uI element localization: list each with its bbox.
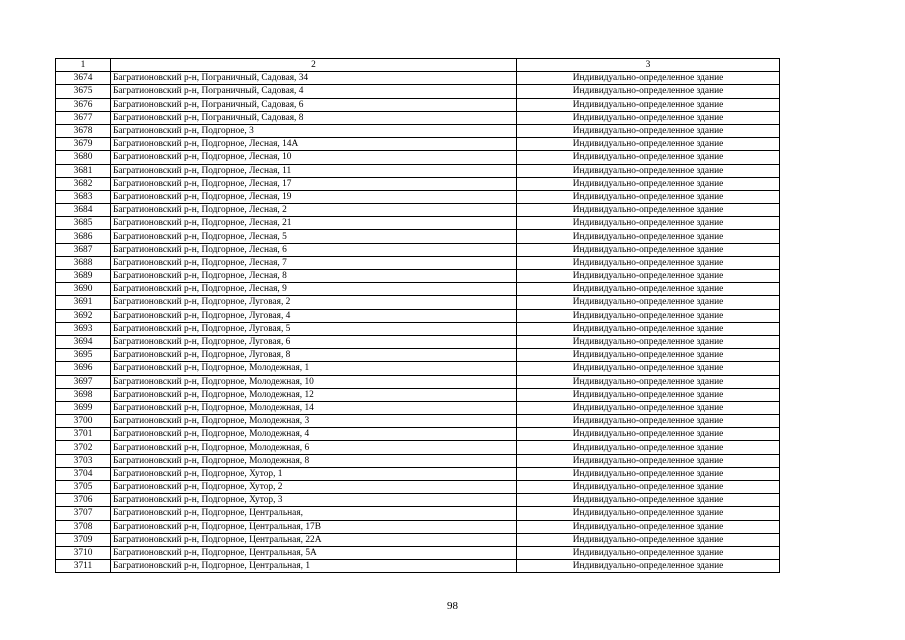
table-row <box>56 217 780 230</box>
table-row <box>56 230 780 243</box>
object-type-cell: Индивидуально-определенное здание <box>517 164 780 177</box>
row-number-cell: 3681 <box>56 164 111 177</box>
address-cell: Багратионовский р-н, Подгорное, Луговая, 4 <box>111 309 517 322</box>
address-cell: Багратионовский р-н, Подгорное, Лесная, 8 <box>111 270 517 283</box>
row-number-cell: 3692 <box>56 309 111 322</box>
object-type-cell: Индивидуально-определенное здание <box>517 138 780 151</box>
row-number-cell: 3695 <box>56 349 111 362</box>
address-cell: Багратионовский р-н, Пограничный, Садовая, 8 <box>111 111 517 124</box>
table-row <box>56 520 780 533</box>
table-row <box>56 190 780 203</box>
page-number: 98 <box>447 600 458 612</box>
table-row <box>56 98 780 111</box>
object-type-cell: Индивидуально-определенное здание <box>517 507 780 520</box>
table-row <box>56 177 780 190</box>
address-cell: Багратионовский р-н, Подгорное, Молодежная, 4 <box>111 428 517 441</box>
column-header-2: 2 <box>111 59 517 72</box>
address-cell: Багратионовский р-н, Подгорное, Молодежная, 10 <box>111 375 517 388</box>
row-number-cell: 3683 <box>56 190 111 203</box>
object-type-cell: Индивидуально-определенное здание <box>517 560 780 573</box>
address-cell: Багратионовский р-н, Подгорное, Лесная, 2 <box>111 204 517 217</box>
table-row <box>56 415 780 428</box>
address-cell: Багратионовский р-н, Пограничный, Садовая, 4 <box>111 85 517 98</box>
object-type-cell: Индивидуально-определенное здание <box>517 111 780 124</box>
address-cell: Багратионовский р-н, Подгорное, Лесная, 14А <box>111 138 517 151</box>
address-cell: Багратионовский р-н, Подгорное, Лесная, 9 <box>111 283 517 296</box>
row-number-cell: 3693 <box>56 322 111 335</box>
object-type-cell: Индивидуально-определенное здание <box>517 204 780 217</box>
object-type-cell: Индивидуально-определенное здание <box>517 375 780 388</box>
table-row <box>56 296 780 309</box>
address-cell: Багратионовский р-н, Подгорное, Луговая, 2 <box>111 296 517 309</box>
object-type-cell: Индивидуально-определенное здание <box>517 177 780 190</box>
row-number-cell: 3696 <box>56 362 111 375</box>
table-row <box>56 533 780 546</box>
object-type-cell: Индивидуально-определенное здание <box>517 428 780 441</box>
row-number-cell: 3698 <box>56 388 111 401</box>
object-type-cell: Индивидуально-определенное здание <box>517 124 780 137</box>
table-header-row <box>56 59 780 72</box>
address-cell: Багратионовский р-н, Подгорное, Центральная, 22А <box>111 533 517 546</box>
row-number-cell: 3687 <box>56 243 111 256</box>
column-header-3: 3 <box>517 59 780 72</box>
row-number-cell: 3674 <box>56 72 111 85</box>
address-cell: Багратионовский р-н, Подгорное, Луговая, 8 <box>111 349 517 362</box>
row-number-cell: 3679 <box>56 138 111 151</box>
table-row <box>56 85 780 98</box>
table-row <box>56 270 780 283</box>
row-number-cell: 3688 <box>56 256 111 269</box>
address-cell: Багратионовский р-н, Подгорное, Лесная, 6 <box>111 243 517 256</box>
row-number-cell: 3711 <box>56 560 111 573</box>
row-number-cell: 3704 <box>56 467 111 480</box>
column-header-1: 1 <box>56 59 111 72</box>
address-cell: Багратионовский р-н, Пограничный, Садовая, 34 <box>111 72 517 85</box>
table-row <box>56 494 780 507</box>
row-number-cell: 3707 <box>56 507 111 520</box>
object-type-cell: Индивидуально-определенное здание <box>517 335 780 348</box>
table-body <box>56 59 780 573</box>
address-cell: Багратионовский р-н, Подгорное, Лесная, 5 <box>111 230 517 243</box>
row-number-cell: 3685 <box>56 217 111 230</box>
address-cell: Багратионовский р-н, Подгорное, Молодежная, 12 <box>111 388 517 401</box>
table-row <box>56 335 780 348</box>
row-number-cell: 3697 <box>56 375 111 388</box>
address-cell: Багратионовский р-н, Подгорное, Хутор, 1 <box>111 467 517 480</box>
object-type-cell: Индивидуально-определенное здание <box>517 454 780 467</box>
address-cell: Багратионовский р-н, Подгорное, Молодежная, 6 <box>111 441 517 454</box>
row-number-cell: 3708 <box>56 520 111 533</box>
table-row <box>56 151 780 164</box>
row-number-cell: 3699 <box>56 401 111 414</box>
table-row <box>56 467 780 480</box>
address-cell: Багратионовский р-н, Подгорное, Хутор, 2 <box>111 481 517 494</box>
object-type-cell: Индивидуально-определенное здание <box>517 270 780 283</box>
row-number-cell: 3682 <box>56 177 111 190</box>
row-number-cell: 3680 <box>56 151 111 164</box>
table-row <box>56 560 780 573</box>
address-cell: Багратионовский р-н, Подгорное, Луговая, 6 <box>111 335 517 348</box>
table-row <box>56 256 780 269</box>
object-type-cell: Индивидуально-определенное здание <box>517 243 780 256</box>
object-type-cell: Индивидуально-определенное здание <box>517 283 780 296</box>
object-type-cell: Индивидуально-определенное здание <box>517 494 780 507</box>
row-number-cell: 3677 <box>56 111 111 124</box>
table-row <box>56 111 780 124</box>
object-type-cell: Индивидуально-определенное здание <box>517 256 780 269</box>
object-type-cell: Индивидуально-определенное здание <box>517 322 780 335</box>
row-number-cell: 3694 <box>56 335 111 348</box>
table-row <box>56 481 780 494</box>
row-number-cell: 3709 <box>56 533 111 546</box>
address-cell: Багратионовский р-н, Пограничный, Садовая, 6 <box>111 98 517 111</box>
object-type-cell: Индивидуально-определенное здание <box>517 190 780 203</box>
object-type-cell: Индивидуально-определенное здание <box>517 296 780 309</box>
row-number-cell: 3676 <box>56 98 111 111</box>
row-number-cell: 3689 <box>56 270 111 283</box>
row-number-cell: 3700 <box>56 415 111 428</box>
table-row <box>56 375 780 388</box>
address-cell: Багратионовский р-н, Подгорное, Лесная, 17 <box>111 177 517 190</box>
table-row <box>56 138 780 151</box>
object-type-cell: Индивидуально-определенное здание <box>517 309 780 322</box>
table-row <box>56 362 780 375</box>
object-type-cell: Индивидуально-определенное здание <box>517 441 780 454</box>
object-type-cell: Индивидуально-определенное здание <box>517 481 780 494</box>
address-cell: Багратионовский р-н, Подгорное, Центральная, 5А <box>111 546 517 559</box>
table-row <box>56 349 780 362</box>
object-type-cell: Индивидуально-определенное здание <box>517 72 780 85</box>
table-row <box>56 454 780 467</box>
object-type-cell: Индивидуально-определенное здание <box>517 388 780 401</box>
address-cell: Багратионовский р-н, Подгорное, Центральная, 1 <box>111 560 517 573</box>
table-row <box>56 322 780 335</box>
address-cell: Багратионовский р-н, Подгорное, Лесная, 11 <box>111 164 517 177</box>
object-type-cell: Индивидуально-определенное здание <box>517 520 780 533</box>
object-type-cell: Индивидуально-определенное здание <box>517 415 780 428</box>
table-row <box>56 401 780 414</box>
address-cell: Багратионовский р-н, Подгорное, 3 <box>111 124 517 137</box>
row-number-cell: 3706 <box>56 494 111 507</box>
table-row <box>56 309 780 322</box>
row-number-cell: 3702 <box>56 441 111 454</box>
object-type-cell: Индивидуально-определенное здание <box>517 230 780 243</box>
table-row <box>56 428 780 441</box>
row-number-cell: 3701 <box>56 428 111 441</box>
object-type-cell: Индивидуально-определенное здание <box>517 217 780 230</box>
row-number-cell: 3678 <box>56 124 111 137</box>
object-type-cell: Индивидуально-определенное здание <box>517 362 780 375</box>
row-number-cell: 3684 <box>56 204 111 217</box>
object-type-cell: Индивидуально-определенное здание <box>517 546 780 559</box>
row-number-cell: 3705 <box>56 481 111 494</box>
address-cell: Багратионовский р-н, Подгорное, Молодежная, 1 <box>111 362 517 375</box>
table-row <box>56 243 780 256</box>
table-row <box>56 283 780 296</box>
row-number-cell: 3686 <box>56 230 111 243</box>
table-row <box>56 72 780 85</box>
address-cell: Багратионовский р-н, Подгорное, Лесная, 7 <box>111 256 517 269</box>
object-type-cell: Индивидуально-определенное здание <box>517 533 780 546</box>
address-cell: Багратионовский р-н, Подгорное, Центральная, <box>111 507 517 520</box>
row-number-cell: 3691 <box>56 296 111 309</box>
object-type-cell: Индивидуально-определенное здание <box>517 349 780 362</box>
table-row <box>56 441 780 454</box>
object-type-cell: Индивидуально-определенное здание <box>517 151 780 164</box>
object-type-cell: Индивидуально-определенное здание <box>517 98 780 111</box>
table-row <box>56 204 780 217</box>
table-row <box>56 164 780 177</box>
address-cell: Багратионовский р-н, Подгорное, Луговая, 5 <box>111 322 517 335</box>
address-cell: Багратионовский р-н, Подгорное, Хутор, 3 <box>111 494 517 507</box>
address-cell: Багратионовский р-н, Подгорное, Центральная, 17В <box>111 520 517 533</box>
address-cell: Багратионовский р-н, Подгорное, Лесная, 19 <box>111 190 517 203</box>
table-row <box>56 388 780 401</box>
object-type-cell: Индивидуально-определенное здание <box>517 401 780 414</box>
address-cell: Багратионовский р-н, Подгорное, Молодежная, 8 <box>111 454 517 467</box>
row-number-cell: 3690 <box>56 283 111 296</box>
row-number-cell: 3710 <box>56 546 111 559</box>
table-row <box>56 507 780 520</box>
address-cell: Багратионовский р-н, Подгорное, Лесная, 21 <box>111 217 517 230</box>
address-cell: Багратионовский р-н, Подгорное, Молодежная, 3 <box>111 415 517 428</box>
object-type-cell: Индивидуально-определенное здание <box>517 85 780 98</box>
row-number-cell: 3675 <box>56 85 111 98</box>
address-cell: Багратионовский р-н, Подгорное, Лесная, 10 <box>111 151 517 164</box>
address-cell: Багратионовский р-н, Подгорное, Молодежная, 14 <box>111 401 517 414</box>
row-number-cell: 3703 <box>56 454 111 467</box>
property-table <box>55 58 780 573</box>
object-type-cell: Индивидуально-определенное здание <box>517 467 780 480</box>
table-row <box>56 124 780 137</box>
table-row <box>56 546 780 559</box>
